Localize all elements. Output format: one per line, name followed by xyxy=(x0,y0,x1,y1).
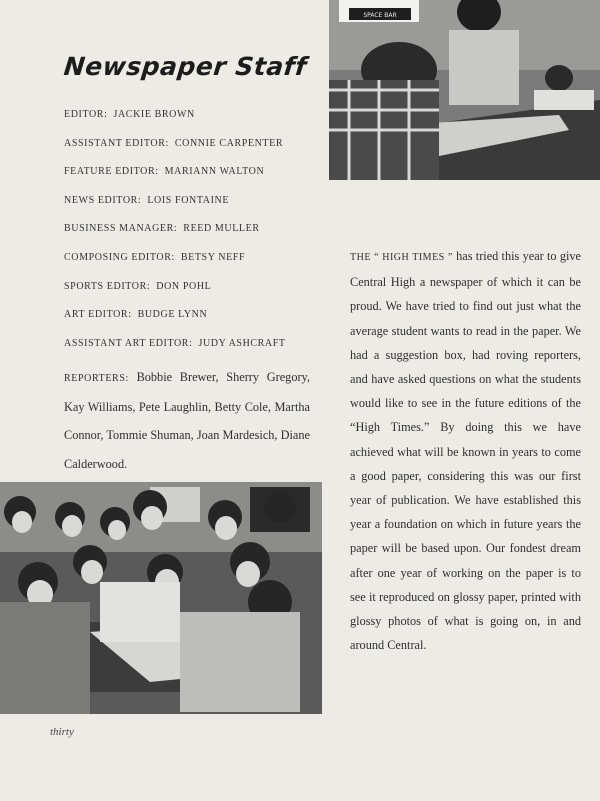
staff-row: SPORTS EDITOR: DON POHL xyxy=(64,280,212,292)
staff-photo-working xyxy=(329,0,600,180)
reporters-names: Bobbie Brewer, Sherry Gregory, Kay Williams, Pete Laughlin, Betty Cole, Martha Connor, Tommie Shuman, Joan Mardesich, Diane Calderwood. xyxy=(64,370,310,471)
staff-row: EDITOR: JACKIE BROWN xyxy=(64,109,195,120)
article-paragraph xyxy=(350,244,581,657)
staff-row: ASSISTANT EDITOR: CONNIE CARPENTER xyxy=(64,137,284,149)
staff-group-photo xyxy=(0,482,322,714)
article-text: has tried this year to give Central High a newspaper of which it can be proud. We have tried to find out just what the average student wants to read in the paper. We had a suggestion box, had roving reporters, and have asked questions on what the students would like to see in the future editions of the “High Times.” By doing this we have achieved what will be known in years to come a good paper, considering this was our first year of publication. We have established this year a foundation on which in future years the paper will be based upon. Our fondest dream after one year of working on the paper is to see it reproduced on glossy paper, printed with glossy photos of what is going on, in and around Central. xyxy=(350,249,581,653)
staff-row: BUSINESS MANAGER: REED MULLER xyxy=(64,223,260,235)
staff-row: ART EDITOR: BUDGE LYNN xyxy=(64,309,208,321)
page-number: thirty xyxy=(50,726,74,738)
staff-row: FEATURE EDITOR: MARIANN WALTON xyxy=(64,166,265,178)
staff-row: ASSISTANT ART EDITOR: JUDY ASHCRAFT xyxy=(64,337,286,349)
staff-row: NEWS EDITOR: LOIS FONTAINE xyxy=(64,194,230,206)
staff-list xyxy=(64,108,314,365)
reporters-label: REPORTERS: xyxy=(64,373,129,384)
article-lead: THE “ HIGH TIMES ” xyxy=(350,252,453,263)
staff-row: COMPOSING EDITOR: BETSY NEFF xyxy=(64,251,246,263)
svg-text:SPACE BAR: SPACE BAR xyxy=(363,12,397,19)
reporters-paragraph xyxy=(64,363,310,478)
page-title: Newspaper Staff xyxy=(62,52,309,81)
